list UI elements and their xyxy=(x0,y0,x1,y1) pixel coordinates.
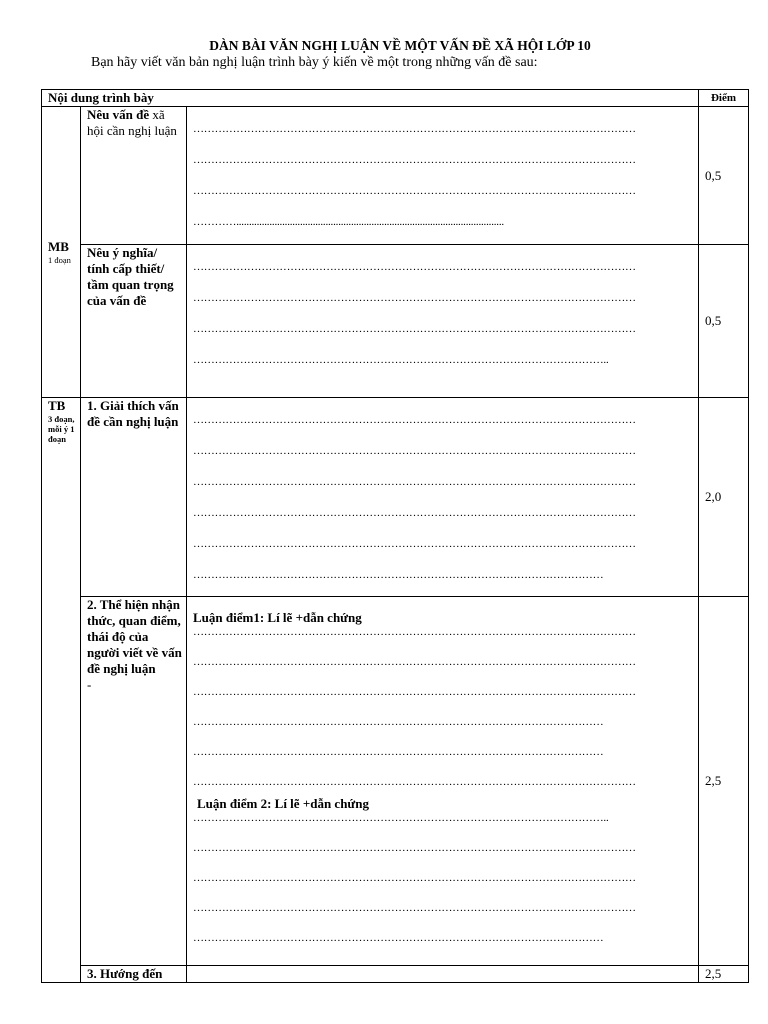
mb-item-2-writing-area[interactable] xyxy=(187,245,699,398)
tb-item-1-writing-area[interactable] xyxy=(187,398,699,597)
dotted-line: …………………………………………………………………………………………………………… xyxy=(193,445,636,457)
table-row xyxy=(42,966,749,983)
dotted-line: …………………………………………………………………………………………………………… xyxy=(193,656,636,668)
dotted-line: …………………………………………………………………………………………………………… xyxy=(193,686,636,698)
argument-point-2: Luận điểm 2: Lí lẽ +dẫn chứng xyxy=(197,796,369,811)
dotted-line: …………………………………………………………………………………………………………… xyxy=(193,538,636,550)
tb-item-2-score: 2,5 xyxy=(699,597,749,966)
table-header-row xyxy=(42,90,749,107)
section-tb-label: TB xyxy=(48,398,66,413)
dotted-line: …………………………………………………………………………………………………….. xyxy=(193,812,609,824)
document-title: DÀN BÀI VĂN NGHỊ LUẬN VỀ MỘT VẤN ĐỀ XÃ HỘI LỚP 10 xyxy=(209,38,591,53)
tb-item-3-title: 3. Hướng đến xyxy=(87,966,163,981)
dotted-line: …………………………………………………………………………………………………………… xyxy=(193,626,636,638)
section-mb-note: 1 đoạn xyxy=(48,255,71,265)
tb-item-1 xyxy=(81,398,187,597)
tb-item-1-title: 1. Giải thích vấn đề cần nghị luận xyxy=(87,398,179,429)
tb-item-3 xyxy=(81,966,187,983)
tb-item-3-score: 2,5 xyxy=(699,966,749,983)
table-row xyxy=(42,245,749,398)
dotted-line: …………………………………………………………………………………………………….. xyxy=(193,354,609,366)
dotted-line: …………………………………………………………………………………………………………… xyxy=(193,123,636,135)
dotted-line: …………………………………………………………………………………………………… xyxy=(193,716,604,728)
dotted-line: …………………………………………………………………………………………………………… xyxy=(193,507,636,519)
tb-item-1-score: 2,0 xyxy=(699,398,749,597)
mb-item-1-title-rest: xã hội cần nghị luận xyxy=(87,107,177,138)
dotted-line: …………………………………………………………………………………………………………… xyxy=(193,842,636,854)
argument-point-1: Luận điểm1: Lí lẽ +dẫn chứng xyxy=(193,610,362,625)
dotted-line: …………………………………………………………………………………………………… xyxy=(193,569,604,581)
dotted-line: …………………………………………………………………………………………………………… xyxy=(193,292,636,304)
dotted-line: …………………………………………………………………………………………………………… xyxy=(193,323,636,335)
dotted-line: …………………………………………………………………………………………………… xyxy=(193,746,604,758)
dotted-line: …………………………………………………………………………………………………… xyxy=(193,932,604,944)
mb-item-2-title: Nêu ý nghĩa/ tính cấp thiết/ tầm quan trọng của vấn đề xyxy=(87,245,174,308)
section-tb xyxy=(42,398,81,983)
section-mb xyxy=(42,107,81,398)
mb-item-1-score: 0,5 xyxy=(699,107,749,245)
header-content: Nội dung trình bày xyxy=(42,90,699,107)
mb-item-1-title-bold: Nêu vấn đề xyxy=(87,107,150,122)
dotted-line: …………………………………………………………………………………………………………… xyxy=(193,414,636,426)
tb-item-2 xyxy=(81,597,187,966)
dotted-line: …………………………………………………………………………………………………………… xyxy=(193,261,636,273)
dotted-line: …………………………………………………………………………………………………………… xyxy=(193,154,636,166)
header-score: Điểm xyxy=(699,90,749,107)
tb-item-3-writing-area[interactable] xyxy=(187,966,699,983)
dotted-line: …………......................................................................................................... xyxy=(193,216,504,228)
dotted-line: …………………………………………………………………………………………………………… xyxy=(193,872,636,884)
document-subtitle: Bạn hãy viết văn bản nghị luận trình bày ý kiến về một trong những vấn đề sau: xyxy=(91,55,538,70)
dotted-line: …………………………………………………………………………………………………………… xyxy=(193,476,636,488)
tb-item-2-writing-area[interactable] xyxy=(187,597,699,966)
table-row xyxy=(42,597,749,966)
table-row xyxy=(42,398,749,597)
tb-item-2-title: 2. Thể hiện nhận thức, quan điểm, thái độ của người viết về vấn đề nghị luận xyxy=(87,597,182,676)
table-row xyxy=(42,107,749,245)
tb-item-2-dash: - xyxy=(87,677,92,692)
section-mb-label: MB xyxy=(48,239,69,254)
mb-item-1 xyxy=(81,107,187,245)
dotted-line: …………………………………………………………………………………………………………… xyxy=(193,185,636,197)
outline-table xyxy=(41,89,749,983)
dotted-line: …………………………………………………………………………………………………………… xyxy=(193,902,636,914)
mb-item-2-score: 0,5 xyxy=(699,245,749,398)
section-tb-note: 3 đoạn, mỗi ý 1 đoạn xyxy=(48,414,75,444)
dotted-line: …………………………………………………………………………………………………………… xyxy=(193,776,636,788)
mb-item-2 xyxy=(81,245,187,398)
mb-item-1-writing-area[interactable] xyxy=(187,107,699,245)
